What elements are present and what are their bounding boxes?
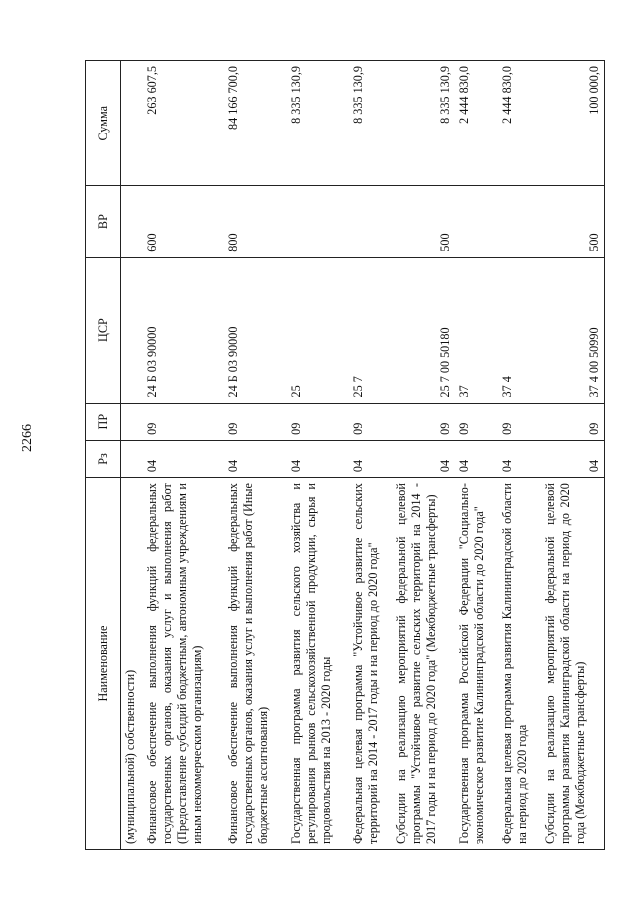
header-csr: ЦСР [86,257,121,403]
cell-sum: 2 444 830,0 [455,61,498,187]
table-header-row [86,61,121,850]
cell-rz: 04 [143,440,225,477]
cell-name: (муниципальной) собственности) [121,478,143,850]
cell-name: Субсидии на реализацию мероприятий федеральной целевой программы "Устойчивое развитие сельских территорий на 2014 - 2017 годы и на период до 2020 года" (Межбюджетные трансферты) [392,478,454,850]
header-vr: ВР [86,186,121,257]
cell-pr: 09 [392,403,454,440]
cell-pr: 09 [287,403,349,440]
cell-sum: 8 335 130,9 [392,61,454,187]
cell-rz: 04 [541,440,604,477]
cell-pr: 09 [498,403,541,440]
header-pr: ПР [86,403,121,440]
cell-sum [121,61,143,187]
cell-csr: 37 4 00 50990 [541,257,604,403]
cell-csr: 24 Б 03 90000 [143,257,225,403]
cell-pr: 09 [349,403,392,440]
header-name: Наименование [86,478,121,850]
cell-rz: 04 [392,440,454,477]
cell-vr: 500 [541,186,604,257]
table-row [498,61,541,850]
header-sum: Сумма [86,61,121,187]
cell-pr: 09 [455,403,498,440]
cell-name: Государственная программа развития сельского хозяйства и регулирования рынков сельскохозяйственной продукции, сырья и продовольствия на 2013 - 2020 годы [287,478,349,850]
cell-pr [121,403,143,440]
cell-sum: 8 335 130,9 [349,61,392,187]
cell-name: Федеральная целевая программа "Устойчивое развитие сельских территорий на 2014 - 2017 годы и на период до 2020 года" [349,478,392,850]
cell-rz: 04 [224,440,286,477]
table-row [541,61,604,850]
cell-vr: 500 [392,186,454,257]
rotated-table-container [85,60,605,850]
table-row [224,61,286,850]
cell-csr: 25 [287,257,349,403]
cell-csr: 37 4 [498,257,541,403]
cell-name: Субсидии на реализацию мероприятий федеральной целевой программы развития Калининградской области на период до 2020 года (Межбюджетные трансферты) [541,478,604,850]
cell-sum: 2 444 830,0 [498,61,541,187]
cell-sum: 84 166 700,0 [224,61,286,187]
cell-rz: 04 [455,440,498,477]
cell-sum: 8 335 130,9 [287,61,349,187]
table-row [392,61,454,850]
page-number: 2266 [20,424,35,452]
header-rz: Рз [86,440,121,477]
cell-csr: 25 7 00 50180 [392,257,454,403]
cell-vr [349,186,392,257]
cell-vr [287,186,349,257]
table-row [455,61,498,850]
budget-table [85,60,605,850]
cell-rz: 04 [349,440,392,477]
cell-sum: 263 607,5 [143,61,225,187]
cell-name: Финансовое обеспечение выполнения функций федеральных государственных органов, оказания услуг и выполнения работ (Предоставление субсидий бюджетным, автономным учреждениям и иным некоммерческим организациям) [143,478,225,850]
table-row [349,61,392,850]
cell-csr: 25 7 [349,257,392,403]
cell-rz: 04 [287,440,349,477]
cell-pr: 09 [541,403,604,440]
cell-csr: 24 Б 03 90000 [224,257,286,403]
cell-name: Финансовое обеспечение выполнения функций федеральных государственных органов, оказания услуг и выполнения работ (Иные бюджетные ассигнования) [224,478,286,850]
cell-rz: 04 [498,440,541,477]
cell-vr [455,186,498,257]
table-row [121,61,143,850]
cell-name: Государственная программа Российской Федерации "Социально-экономическое развитие Калининградской области до 2020 года" [455,478,498,850]
cell-vr [121,186,143,257]
cell-pr: 09 [224,403,286,440]
cell-rz [121,440,143,477]
cell-name: Федеральная целевая программа развития Калининградской области на период до 2020 года [498,478,541,850]
cell-pr: 09 [143,403,225,440]
cell-csr: 37 [455,257,498,403]
cell-vr: 800 [224,186,286,257]
cell-vr [498,186,541,257]
table-row [287,61,349,850]
table-row [143,61,225,850]
cell-sum: 100 000,0 [541,61,604,187]
cell-csr [121,257,143,403]
cell-vr: 600 [143,186,225,257]
